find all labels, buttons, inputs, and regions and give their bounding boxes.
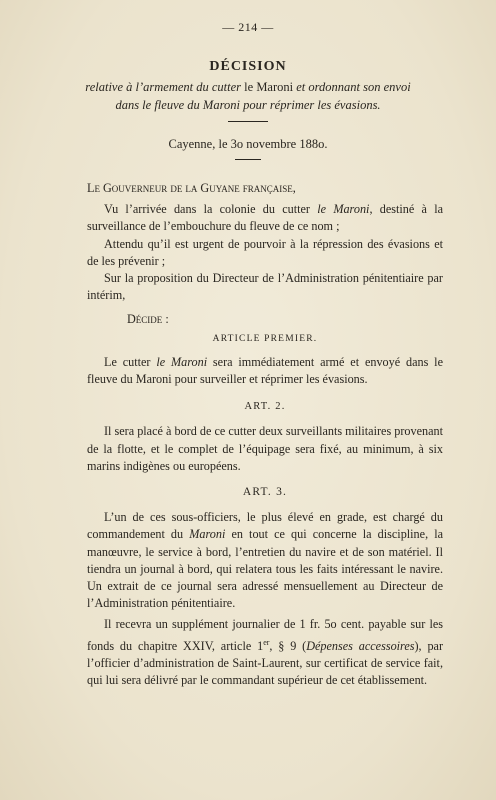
article-3-heading: ART. 3. xyxy=(242,486,288,499)
date-divider xyxy=(235,159,261,160)
article-1-text: Le cutter le Maroni sera immédiatement armé et envoyé dans le fleuve du Maroni pour surveiller et réprimer les évasions. xyxy=(87,354,443,387)
article-3-text: L’un de ces sous-officiers, le plus élevé en grade, est chargé du commandement du Maroni en tout ce qui concerne la discipline, la manœuvre, le service à bord, l’entretien du navire et de son matériel. Il tiendra un journal à bord, qui relatera tous les faits intéressant le navire. Un extrait de ce journal sera adressé mensuellement au Directeur de l’Administration pénitentiaire. xyxy=(87,510,444,611)
page-number: — 214 — xyxy=(222,20,274,34)
article-2-text: Il sera placé à bord de ce cutter deux surveillants militaires provenant de la flotte, et le complet de l’équipage sera fixé, au minimum, à six marins indigènes ou européens. xyxy=(87,424,443,473)
final-paragraph: Il recevra un supplément journalier de 1 fr. 5o cent. payable sur les fonds du chapitre XXIV, article 1er, § 9 (Dépenses accessoires), par l’officier d’administration de Saint-Laurent, sur certificat de service fait, qui lui sera délivré par le commandant supérieur de cet établissement. xyxy=(87,617,444,688)
article-1-heading: ARTICLE PREMIER. xyxy=(212,333,318,344)
document-subtitle xyxy=(60,78,436,114)
subtitle-line-2: dans le fleuve du Maroni pour réprimer les évasions. xyxy=(115,98,381,112)
considerant-1: Vu l’arrivée dans la colonie du cutter le Maroni, destiné à la surveillance de l’embouchure du fleuve de ce nom ; xyxy=(87,202,444,234)
document-date: Cayenne, le 3o novembre 188o. xyxy=(168,137,328,151)
document-title: DÉCISION xyxy=(209,59,287,74)
decide-label: Décide : xyxy=(127,312,169,327)
considerant-3: Sur la proposition du Directeur de l’Administration pénitentiaire par intérim, xyxy=(87,271,443,303)
subtitle-ship-name: le Maroni xyxy=(241,80,297,94)
article-2-heading: ART. 2. xyxy=(244,401,286,413)
subtitle-part-1: relative à l’armement du cutter xyxy=(85,80,242,94)
intro-line: Le Gouverneur de la Guyane française, xyxy=(87,181,296,195)
title-divider xyxy=(228,121,268,122)
document-body xyxy=(87,180,443,689)
considerant-2: Attendu qu’il est urgent de pourvoir à la répression des évasions et de les prévenir ; xyxy=(87,236,443,268)
subtitle-part-2: et ordonnant son envoi xyxy=(296,80,411,94)
